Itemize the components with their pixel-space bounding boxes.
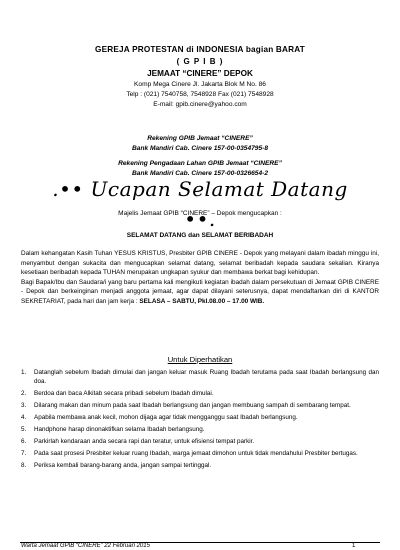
welcome-title: .•• Ucapan Selamat Datang ••. — [52, 177, 348, 231]
rule-item — [21, 449, 379, 458]
rule-item — [21, 389, 379, 398]
rule-number: 6. — [21, 437, 27, 445]
registration-text: Bagi Bapak/Ibu dan Saudara/i yang baru pertama kali mengikuti kegiatan ibadah dalam persekutuan di Jemaat GPIB CINERE - Depok dan berkeinginan menjadi anggota jemaat, agar dapat dilayani seterusnya, dapat mendaftarkan diri di KANTOR SEKRETARIAT, pada hari dan jam kerja : — [21, 278, 379, 305]
rule-number: 4. — [21, 413, 27, 421]
church-address: Komp Mega Cinere Jl. Jakarta Blok M No. 86 — [134, 81, 266, 88]
rule-item — [21, 368, 379, 387]
greeting-heading: SELAMAT DATANG dan SELAMAT BERIBADAH — [126, 232, 274, 239]
congregation-name: JEMAAT “CINERE” DEPOK — [147, 69, 253, 78]
footer-publication: Warta Jemaat GPIB “CINERE” 22 Februari 2015 — [21, 543, 150, 549]
rule-text: Parkirlah kendaraan anda secara rapi dan teratur, untuk efisiensi tempat parkir. — [34, 437, 255, 445]
church-email: E-mail: gpib.cinere@yahoo.com — [153, 101, 247, 108]
rule-item — [21, 413, 379, 422]
rule-text: Apabila membawa anak kecil, mohon dijaga agar tidak mengganggu saat Ibadah berlangsung. — [34, 413, 298, 421]
account-block-1 — [80, 134, 320, 153]
church-name: GEREJA PROTESTAN di INDONESIA bagian BARAT — [95, 45, 305, 54]
office-hours: SELASA – SABTU, Pkl.08.00 – 17.00 WIB. — [139, 297, 265, 305]
church-header — [60, 44, 340, 110]
rule-number: 8. — [21, 461, 27, 469]
greeting-line: Majelis Jemaat GPIB “CINERE” – Depok mengucapkan : — [118, 210, 282, 217]
rules-list — [21, 368, 379, 472]
welcome-paragraph-1: Dalam kehangatan Kasih Tuhan YESUS KRISTUS, Presbiter GPIB CINERE - Depok yang melayani dalam ibadah minggu ini, menyambut dengan sukacita dan mengucapkan selamat datang, selamat beribadah kepada saudara sekalian. Kiranya kesetiaan beribadah kepada TUHAN merupakan ungkapan syukur dan membawa berkat bagi kehidupan. — [21, 250, 379, 277]
rule-text: Datanglah sebelum Ibadah dimulai dan jangan keluar masuk Ruang Ibadah terutama pada saat Ibadah berlangsung dan doa. — [34, 369, 379, 386]
rule-number: 3. — [21, 402, 27, 410]
account-2-bank: Bank Mandiri Cab. Cinere 157-00-0326654-2 — [132, 169, 268, 177]
rule-item — [21, 461, 379, 470]
rule-number: 7. — [21, 449, 27, 457]
rule-number: 2. — [21, 390, 27, 398]
church-abbreviation: ( G P I B ) — [176, 57, 224, 66]
account-2-title: Rekening Pengadaan Lahan GPIB Jemaat “CINERE” — [118, 160, 282, 167]
rule-item — [21, 401, 379, 410]
rule-number: 5. — [21, 425, 27, 433]
rule-text: Dilarang makan dan minum pada saat Ibadah berlangsung dan jangan membuang sampah di sembarang tempat. — [34, 402, 351, 410]
church-phone: Telp : (021) 7540758, 7548928 Fax (021) 7548928 — [126, 91, 274, 98]
rule-text: Handphone harap dinonaktifkan selama Ibadah berlangsung. — [34, 425, 205, 433]
page-number: 1 — [352, 543, 356, 549]
welcome-body — [21, 249, 379, 307]
notice-title: Untuk Diperhatikan — [167, 355, 233, 364]
welcome-paragraph-2 — [21, 278, 379, 307]
account-1-title: Rekening GPIB Jemaat “CINERE” — [147, 135, 253, 142]
rule-item — [21, 425, 379, 434]
rule-number: 1. — [21, 369, 27, 376]
rule-text: Berdoa dan baca Alkitab secara pribadi sebelum Ibadah dimulai. — [34, 390, 214, 398]
rule-text: Pada saat prosesi Presbiter keluar ruang Ibadah, warga jemaat dimohon untuk tidak mendahului Presbiter bertugas. — [34, 449, 358, 457]
rule-text: Periksa kembali barang-barang anda, jangan sampai tertinggal. — [34, 461, 212, 469]
account-1-bank: Bank Mandiri Cab. Cinere 157-00-0354795-8 — [132, 144, 268, 152]
rule-item — [21, 437, 379, 446]
